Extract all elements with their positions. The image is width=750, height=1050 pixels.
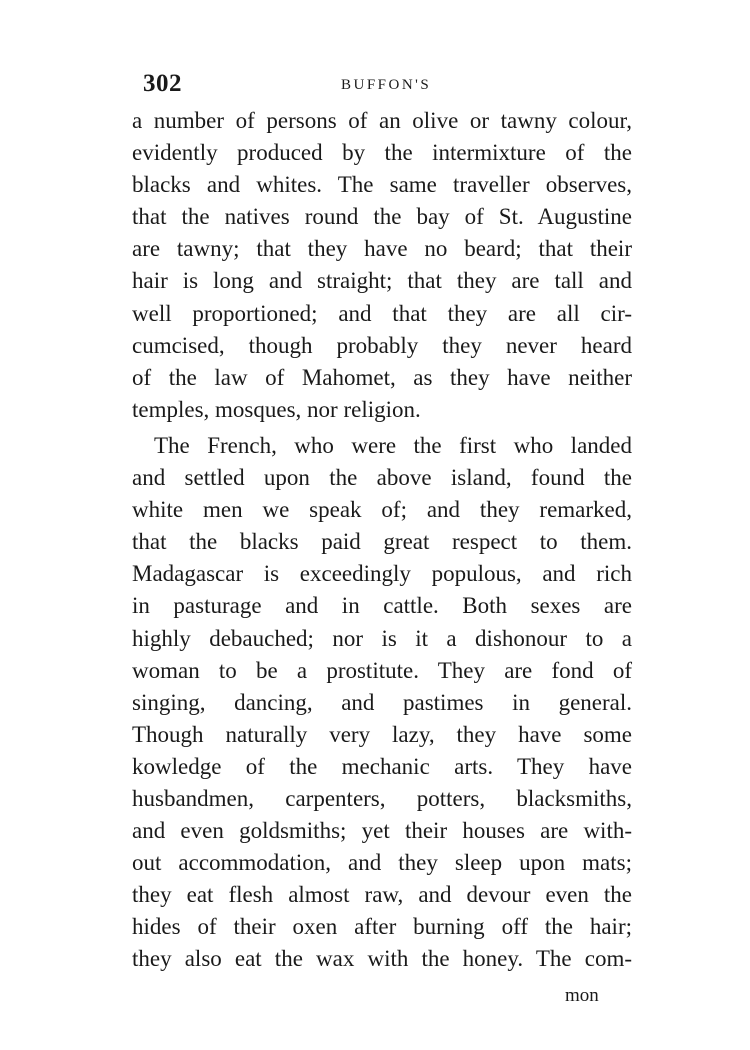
text-line: kowledge of the mechanic arts. They have: [132, 753, 632, 779]
text-line: white men we speak of; and they remarked,: [132, 497, 632, 523]
text-line: Madagascar is exceedingly populous, and rich: [132, 561, 632, 587]
text-line: evidently produced by the intermixture of the: [132, 140, 632, 166]
text-line: temples, mosques, nor religion.: [132, 396, 421, 422]
text-line: cumcised, though probably they never heard: [132, 332, 632, 358]
text-line: singing, dancing, and pastimes in general.: [132, 689, 632, 715]
text-line: that the blacks paid great respect to them.: [132, 529, 632, 555]
text-line: they also eat the wax with the honey. The com-: [132, 946, 632, 972]
text-line: they eat flesh almost raw, and devour even the: [132, 882, 632, 908]
text-line: and settled upon the above island, found the: [132, 465, 632, 491]
text-line: are tawny; that they have no beard; that their: [132, 236, 632, 262]
running-head: BUFFON'S: [341, 77, 432, 93]
text-line: in pasturage and in cattle. Both sexes are: [132, 593, 632, 619]
text-line: highly debauched; nor is it a dishonour to a: [132, 625, 632, 651]
text-line: husbandmen, carpenters, potters, blacksmiths,: [132, 785, 632, 811]
text-line: of the law of Mahomet, as they have neither: [132, 364, 632, 390]
text-line: woman to be a prostitute. They are fond of: [132, 657, 632, 683]
text-line: that the natives round the bay of St. Augustine: [132, 204, 632, 230]
text-line: The French, who were the first who landed: [154, 432, 632, 458]
text-line: hides of their oxen after burning off the hair;: [132, 914, 632, 940]
page-number: 302: [143, 70, 182, 97]
text-line: hair is long and straight; that they are tall and: [132, 268, 632, 294]
page-header: [143, 70, 633, 104]
text-line: out accommodation, and they sleep upon mats;: [132, 850, 632, 876]
text-line: a number of persons of an olive or tawny colour,: [132, 108, 632, 133]
text-line: blacks and whites. The same traveller observes,: [132, 172, 632, 198]
text-line: Though naturally very lazy, they have some: [132, 721, 632, 747]
catchword: mon: [565, 985, 599, 1006]
body-text: [132, 105, 632, 976]
text-line: and even goldsmiths; yet their houses are with-: [132, 818, 632, 844]
text-line: well proportioned; and that they are all cir-: [132, 300, 632, 326]
